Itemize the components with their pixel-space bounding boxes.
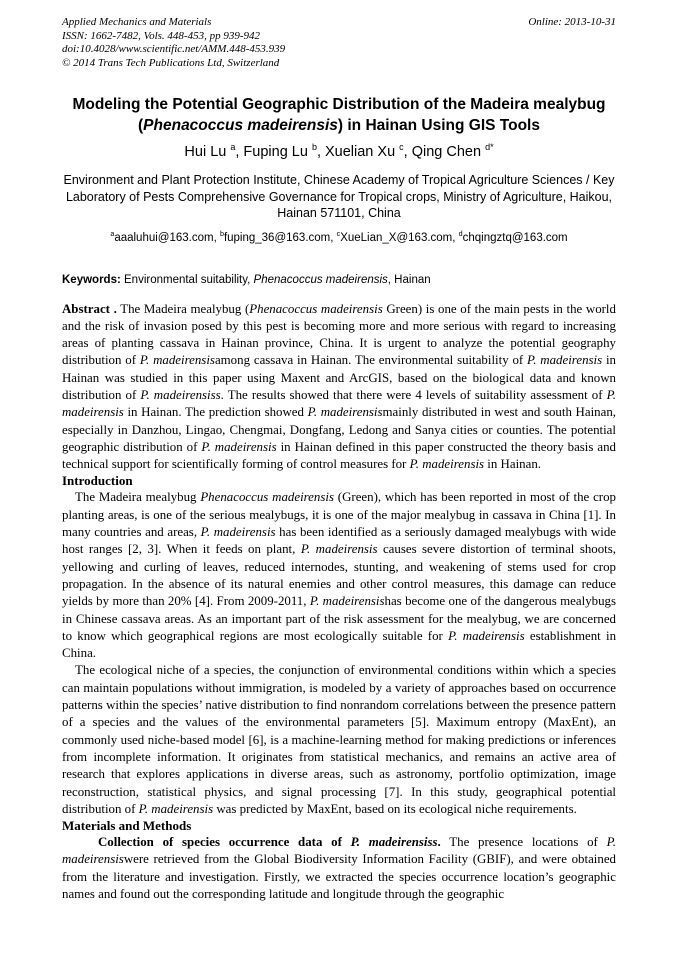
journal-header-left — [62, 16, 285, 70]
online-date: Online: 2013-10-31 — [528, 16, 616, 28]
affiliation: Environment and Plant Protection Institute, Chinese Academy of Tropical Agriculture Sciences / Key Laboratory of Pests Comprehensive Governance for Tropical crops, Ministry of Agriculture, Haikou, Hainan 571101, China — [63, 173, 615, 220]
introduction-paragraph-2: The ecological niche of a species, the conjunction of environmental conditions within which a species can maintain populations without immigration, is modeled by a variety of approaches based on occurrence patterns within the species’ native distribution to find nonrandom correlations between the presence pattern of a species and the values of the environmental parameters [5]. Maximum entropy (MaxEnt), an commonly used niche-based model [6], is a machine-learning method for making predictions or inferences from incomplete information. It originates from statistical mechanics, and remains an active area of research that explores applications in diverse areas, such as astronomy, portfolio optimization, image reconstruction, statistical physics, and signal processing [7]. In this study, geographical potential distribution of P. madeirensis was predicted by MaxEnt, based on its ecological niche requirements. — [62, 663, 616, 816]
keywords-line: Keywords: Environmental suitability, Phenacoccus madeirensis, Hainan — [62, 273, 431, 286]
materials-paragraph-1: Collection of species occurrence data of P. madeirensiss. The presence locations of P. madeirensiswere retrieved from the Global Biodiversity Information Facility (GBIF), and were obtained from the literature and investigation. Firstly, we extracted the species occurrence location’s geographic names and found out the corresponding latitude and longitude through the geographic — [62, 835, 616, 901]
author-emails: $^a$aaaluhui@163.com, $^b$fuping_36@163.com, $^c$XueLian_X@163.com, $^d$chqingztq@163.com — [110, 229, 568, 244]
copyright-line: © 2014 Trans Tech Publications Ltd, Switzerland — [62, 56, 280, 69]
paper-title: Modeling the Potential Geographic Distribution of the Madeira mealybug (Phenacoccus madeirensis) in Hainan Using GIS Tools — [72, 96, 606, 134]
introduction-paragraph-1: The Madeira mealybug Phenacoccus madeirensis (Green), which has been reported in most of the crop planting areas, is one of the serious mealybugs, it is one of the major mealybug in cassava in China [1]. In many countries and areas, P. madeirensis has been identified as a seriously damaged mealybugs with wide host ranges [2, 3]. When it feeds on plant, P. madeirensis causes severe distortion of terminal shoots, yellowing and curling of leaves, reduced internodes, stunting, and weakening of stems used for crop propagation. In the absence of its natural enemies and other control measures, this damage can reduce yields by more than 20% [4]. From 2009-2011, P. madeirensishas become one of the dangerous mealybugs in Chinese cassava areas. As an important part of the risk assessment for the mealybug, we are concerned to know which geographical regions are most ecologically suitable for P. madeirensis establishment in China. — [62, 490, 617, 661]
section-heading-introduction: Introduction — [62, 473, 133, 489]
issn-line: ISSN: 1662-7482, Vols. 448-453, pp 939-942 — [62, 29, 260, 42]
section-heading-materials: Materials and Methods — [62, 818, 192, 834]
journal-header — [62, 16, 616, 70]
authors-line: Hui Lu $^a$, Fuping Lu $^b$, Xuelian Xu $^c$, Qing Chen $^{d*}$ — [184, 142, 494, 160]
journal-name: Applied Mechanics and Materials — [62, 16, 212, 28]
doi-line: doi:10.4028/www.scientific.net/AMM.448-453.939 — [62, 43, 286, 55]
abstract-paragraph: Abstract . The Madeira mealybug (Phenacoccus madeirensis Green) is one of the main pests in the world and the risk of invasion posed by this pest is becoming more and more serious with regard to increasing areas of planting cassava in Hainan province, China. It is urgent to analyze the potential geography distribution of P. madeirensisamong cassava in Hainan. The environmental suitability of P. madeirensis in Hainan was studied in this paper using Maxent and ArcGIS, based on the biological data and known distribution of P. madeirensiss. The results showed that there were 4 levels of suitability assessment of P. madeirensis in Hainan. The prediction showed P. madeirensismainly distributed in west and south Hainan, especially in Danzhou, Lingao, Chengmai, Dongfang, Ledong and Sanya cities or counties. The potential geographic distribution of P. madeirensis in Hainan defined in this paper constructed the theory basis and technical support for scientifically forming of control measures for P. madeirensis in Hainan. — [62, 301, 616, 472]
